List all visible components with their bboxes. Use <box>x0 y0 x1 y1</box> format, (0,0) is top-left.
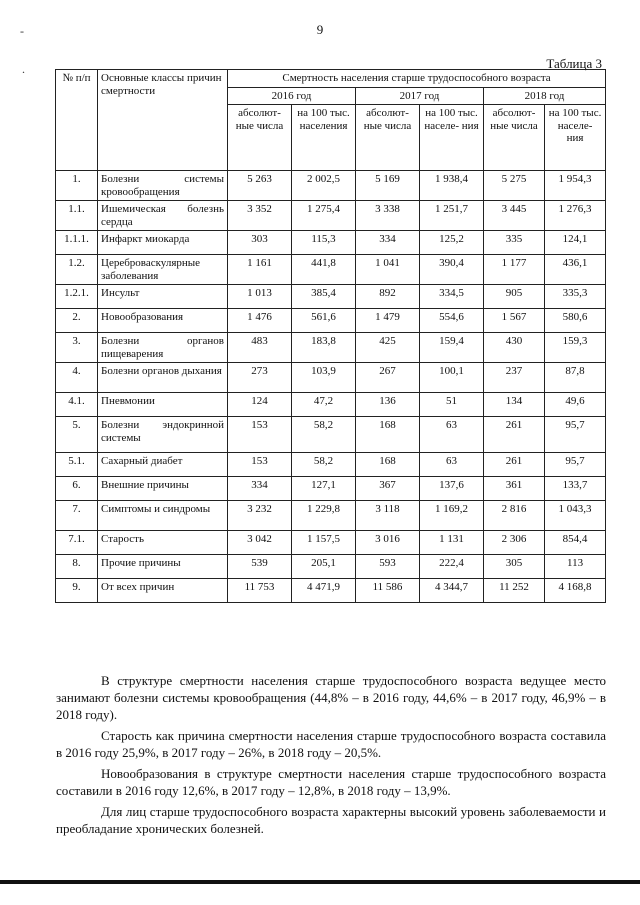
value-cell: 11 753 <box>228 579 292 603</box>
paragraph: В структуре смертности населения старше трудоспособного возраста ведущее место занимают болезни системы кровообращения (44,8% – в 2016 году, 44,6% – в 2017 году, 46,9% – в 2018 году). <box>56 673 606 722</box>
table-row <box>56 555 606 579</box>
paragraph: Старость как причина смертности населения старше трудоспособного возраста составила в 2016 году 25,9%, в 2017 году – 26%, в 2018 году – 20,5%. <box>56 728 606 760</box>
value-cell: 136 <box>356 393 420 417</box>
value-cell: 1 276,3 <box>545 201 606 231</box>
value-cell: 124 <box>228 393 292 417</box>
cause-class: От всех причин <box>98 579 228 603</box>
value-cell: 168 <box>356 417 420 453</box>
value-cell: 100,1 <box>420 363 484 393</box>
row-number: 4. <box>56 363 98 393</box>
value-cell: 1 567 <box>484 309 545 333</box>
cause-class: Болезни органов пищеварения <box>98 333 228 363</box>
table-row <box>56 255 606 285</box>
value-cell: 168 <box>356 453 420 477</box>
value-cell: 63 <box>420 417 484 453</box>
value-cell: 3 118 <box>356 501 420 531</box>
scan-dot: . <box>22 62 25 76</box>
value-cell: 137,6 <box>420 477 484 501</box>
value-cell: 124,1 <box>545 231 606 255</box>
row-number: 1.2.1. <box>56 285 98 309</box>
value-cell: 5 169 <box>356 171 420 201</box>
value-cell: 58,2 <box>292 453 356 477</box>
table-label: Таблица 3 <box>546 56 602 71</box>
value-cell: 4 168,8 <box>545 579 606 603</box>
value-cell: 2 816 <box>484 501 545 531</box>
value-cell: 133,7 <box>545 477 606 501</box>
value-cell: 261 <box>484 453 545 477</box>
value-cell: 385,4 <box>292 285 356 309</box>
value-cell: 125,2 <box>420 231 484 255</box>
cause-class: Болезни системы кровообращения <box>98 171 228 201</box>
value-cell: 3 352 <box>228 201 292 231</box>
table-row <box>56 201 606 231</box>
row-number: 1. <box>56 171 98 201</box>
table-row <box>56 393 606 417</box>
row-number: 3. <box>56 333 98 363</box>
value-cell: 159,3 <box>545 333 606 363</box>
row-number: 4.1. <box>56 393 98 417</box>
table-row <box>56 363 606 393</box>
table-row <box>56 231 606 255</box>
value-cell: 153 <box>228 453 292 477</box>
table-row <box>56 477 606 501</box>
value-cell: 47,2 <box>292 393 356 417</box>
value-cell: 335 <box>484 231 545 255</box>
row-number: 9. <box>56 579 98 603</box>
header-group: Смертность населения старше трудоспособного возраста <box>228 70 606 88</box>
cause-class: Внешние причины <box>98 477 228 501</box>
paragraph: Новообразования в структуре смертности населения старше трудоспособного возраста составили в 2016 году 12,6%, в 2017 году – 12,8%, в 2018 году – 13,9%. <box>56 766 606 798</box>
header-abs-2016: абсолют- ные числа <box>228 105 292 171</box>
value-cell: 334,5 <box>420 285 484 309</box>
value-cell: 63 <box>420 453 484 477</box>
value-cell: 3 338 <box>356 201 420 231</box>
header-rate-2017: на 100 тыс. населе- ния <box>420 105 484 171</box>
value-cell: 2 306 <box>484 531 545 555</box>
table-row <box>56 333 606 363</box>
value-cell: 205,1 <box>292 555 356 579</box>
value-cell: 153 <box>228 417 292 453</box>
value-cell: 103,9 <box>292 363 356 393</box>
value-cell: 1 169,2 <box>420 501 484 531</box>
value-cell: 1 157,5 <box>292 531 356 555</box>
row-number: 5. <box>56 417 98 453</box>
value-cell: 5 263 <box>228 171 292 201</box>
table-row <box>56 453 606 477</box>
value-cell: 3 042 <box>228 531 292 555</box>
cause-class: Прочие причины <box>98 555 228 579</box>
value-cell: 222,4 <box>420 555 484 579</box>
value-cell: 273 <box>228 363 292 393</box>
value-cell: 1 479 <box>356 309 420 333</box>
value-cell: 305 <box>484 555 545 579</box>
value-cell: 1 938,4 <box>420 171 484 201</box>
value-cell: 267 <box>356 363 420 393</box>
header-abs-2018: абсолют- ные числа <box>484 105 545 171</box>
value-cell: 95,7 <box>545 453 606 477</box>
cause-class: Ишемическая болезнь сердца <box>98 201 228 231</box>
value-cell: 905 <box>484 285 545 309</box>
row-number: 1.2. <box>56 255 98 285</box>
value-cell: 425 <box>356 333 420 363</box>
value-cell: 441,8 <box>292 255 356 285</box>
value-cell: 539 <box>228 555 292 579</box>
value-cell: 483 <box>228 333 292 363</box>
value-cell: 1 275,4 <box>292 201 356 231</box>
cause-class: Инсульт <box>98 285 228 309</box>
header-class: Основные классы причин смертности <box>98 70 228 171</box>
value-cell: 892 <box>356 285 420 309</box>
value-cell: 1 131 <box>420 531 484 555</box>
value-cell: 3 232 <box>228 501 292 531</box>
value-cell: 2 002,5 <box>292 171 356 201</box>
mortality-table <box>55 69 606 603</box>
value-cell: 1 954,3 <box>545 171 606 201</box>
value-cell: 237 <box>484 363 545 393</box>
value-cell: 1 013 <box>228 285 292 309</box>
row-number: 6. <box>56 477 98 501</box>
value-cell: 303 <box>228 231 292 255</box>
value-cell: 58,2 <box>292 417 356 453</box>
value-cell: 1 229,8 <box>292 501 356 531</box>
row-number: 8. <box>56 555 98 579</box>
value-cell: 367 <box>356 477 420 501</box>
value-cell: 390,4 <box>420 255 484 285</box>
header-year-2018: 2018 год <box>484 87 606 105</box>
cause-class: Симптомы и синдромы <box>98 501 228 531</box>
value-cell: 580,6 <box>545 309 606 333</box>
value-cell: 854,4 <box>545 531 606 555</box>
value-cell: 1 043,3 <box>545 501 606 531</box>
table-row <box>56 501 606 531</box>
value-cell: 1 041 <box>356 255 420 285</box>
value-cell: 3 016 <box>356 531 420 555</box>
row-number: 2. <box>56 309 98 333</box>
value-cell: 11 252 <box>484 579 545 603</box>
header-rate-2018: на 100 тыс. населе- ния <box>545 105 606 171</box>
header-year-2017: 2017 год <box>356 87 484 105</box>
value-cell: 261 <box>484 417 545 453</box>
value-cell: 11 586 <box>356 579 420 603</box>
header-rate-2016: на 100 тыс. населения <box>292 105 356 171</box>
body-text <box>56 672 606 841</box>
header-year-2016: 2016 год <box>228 87 356 105</box>
page-number: 9 <box>316 22 324 37</box>
value-cell: 134 <box>484 393 545 417</box>
value-cell: 4 344,7 <box>420 579 484 603</box>
cause-class: Пневмонии <box>98 393 228 417</box>
value-cell: 334 <box>356 231 420 255</box>
cause-class: Сахарный диабет <box>98 453 228 477</box>
table-row <box>56 531 606 555</box>
value-cell: 593 <box>356 555 420 579</box>
cause-class: Инфаркт миокарда <box>98 231 228 255</box>
row-number: 5.1. <box>56 453 98 477</box>
cause-class: Старость <box>98 531 228 555</box>
value-cell: 4 471,9 <box>292 579 356 603</box>
scan-mark: - <box>20 24 24 38</box>
header-no: № п/п <box>56 70 98 171</box>
value-cell: 183,8 <box>292 333 356 363</box>
value-cell: 1 177 <box>484 255 545 285</box>
value-cell: 87,8 <box>545 363 606 393</box>
row-number: 1.1. <box>56 201 98 231</box>
cause-class: Новообразования <box>98 309 228 333</box>
value-cell: 49,6 <box>545 393 606 417</box>
paragraph: Для лиц старше трудоспособного возраста характерны высокий уровень заболеваемости и преобладание хронических болезней. <box>56 804 606 836</box>
value-cell: 127,1 <box>292 477 356 501</box>
value-cell: 113 <box>545 555 606 579</box>
value-cell: 436,1 <box>545 255 606 285</box>
value-cell: 361 <box>484 477 545 501</box>
value-cell: 5 275 <box>484 171 545 201</box>
value-cell: 3 445 <box>484 201 545 231</box>
row-number: 1.1.1. <box>56 231 98 255</box>
value-cell: 334 <box>228 477 292 501</box>
value-cell: 335,3 <box>545 285 606 309</box>
cause-class: Болезни эндокринной системы <box>98 417 228 453</box>
header-abs-2017: абсолют- ные числа <box>356 105 420 171</box>
value-cell: 51 <box>420 393 484 417</box>
value-cell: 159,4 <box>420 333 484 363</box>
value-cell: 554,6 <box>420 309 484 333</box>
value-cell: 1 161 <box>228 255 292 285</box>
bottom-rule <box>0 880 640 884</box>
cause-class: Болезни органов дыхания <box>98 363 228 393</box>
table-row <box>56 579 606 603</box>
table-row <box>56 171 606 201</box>
value-cell: 115,3 <box>292 231 356 255</box>
table-row <box>56 309 606 333</box>
value-cell: 430 <box>484 333 545 363</box>
value-cell: 1 251,7 <box>420 201 484 231</box>
table-row <box>56 285 606 309</box>
value-cell: 95,7 <box>545 417 606 453</box>
row-number: 7.1. <box>56 531 98 555</box>
value-cell: 561,6 <box>292 309 356 333</box>
table-row <box>56 417 606 453</box>
cause-class: Цереброваскулярные заболевания <box>98 255 228 285</box>
value-cell: 1 476 <box>228 309 292 333</box>
row-number: 7. <box>56 501 98 531</box>
